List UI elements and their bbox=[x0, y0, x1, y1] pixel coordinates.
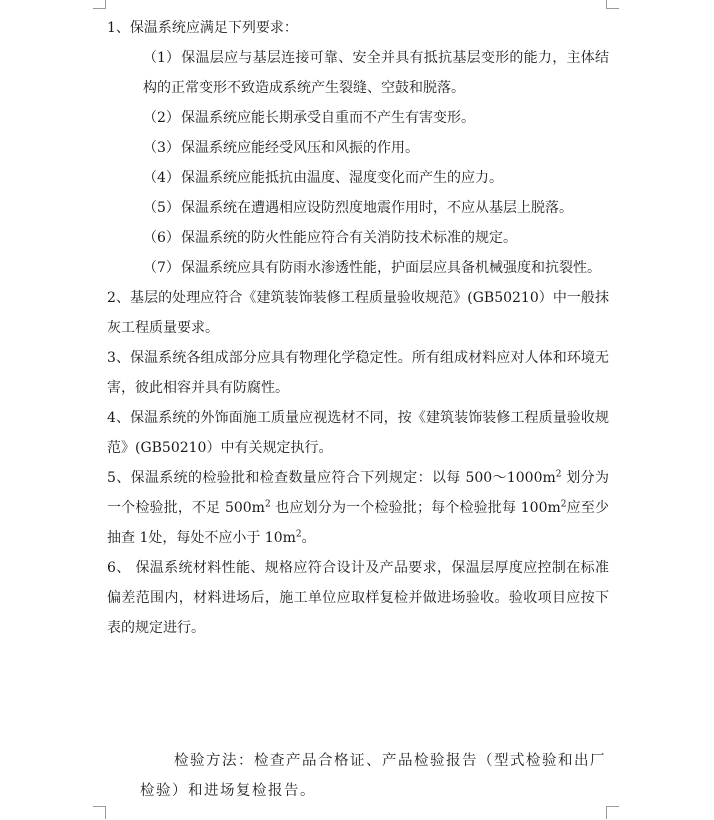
sub-item-4-text: 保温系统应能抵抗由温度、湿度变化而产生的应力。 bbox=[181, 170, 503, 186]
crop-mark-top-right bbox=[606, 0, 619, 9]
item-1: 1、保温系统应满足下列要求： bbox=[107, 20, 298, 36]
sub-item-7 bbox=[107, 253, 609, 283]
item-5-part-b: 划分为一个检验批，不足 500m bbox=[107, 470, 609, 516]
sub-item-5-text: 保温系统在遭遇相应设防烈度地震作用时，不应从基层上脱落。 bbox=[181, 200, 573, 216]
crop-mark-top-left bbox=[93, 0, 106, 9]
inspection-method-note: 检验方法：检查产品合格证、产品检验报告（型式检验和出厂检验）和进场复检报告。 bbox=[140, 752, 606, 799]
sub-item-5 bbox=[107, 193, 609, 223]
sub-item-1 bbox=[107, 43, 609, 103]
item-3: 3、保温系统各组成部分应具有物理化学稳定性。所有组成材料应对人体和环境无害，彼此相容并具有防腐性。 bbox=[107, 350, 609, 396]
item-5-part-c: 也应划分为一个检验批；每个检验批每 100m bbox=[270, 500, 561, 516]
sub-item-6-number: （6） bbox=[143, 230, 180, 246]
item-2: 2、基层的处理应符合《建筑装饰装修工程质量验收规范》(GB50210）中一般抹灰工程质量要求。 bbox=[107, 290, 609, 336]
item-5-part-e: 。 bbox=[301, 530, 316, 546]
item-5-part-a: 5、保温系统的检验批和检查数量应符合下列规定：以每 500～1000m bbox=[107, 470, 556, 486]
sub-item-1-number: （1） bbox=[143, 50, 180, 66]
sub-item-2-number: （2） bbox=[143, 110, 180, 126]
crop-mark-bottom-left bbox=[93, 806, 106, 819]
sub-item-4 bbox=[107, 163, 609, 193]
sub-item-3-number: （3） bbox=[143, 140, 180, 156]
sub-item-6 bbox=[107, 223, 609, 253]
superscript-2: 2 bbox=[295, 529, 302, 540]
sub-item-1-text: 保温层应与基层连接可靠、安全并具有抵抗基层变形的能力，主体结构的正常变形不致造成系统产生裂缝、空鼓和脱落。 bbox=[143, 50, 609, 96]
superscript-2: 2 bbox=[555, 469, 562, 480]
sub-item-3-text: 保温系统应能经受风压和风振的作用。 bbox=[181, 140, 419, 156]
sub-item-2 bbox=[107, 103, 609, 133]
sub-item-6-text: 保温系统的防火性能应符合有关消防技术标准的规定。 bbox=[181, 230, 517, 246]
sub-item-7-text: 保温系统应具有防雨水渗透性能，护面层应具备机械强度和抗裂性。 bbox=[181, 260, 601, 276]
sub-item-2-text: 保温系统应能长期承受自重而不产生有害变形。 bbox=[181, 110, 475, 126]
superscript-2: 2 bbox=[560, 499, 567, 510]
sub-item-3 bbox=[107, 133, 609, 163]
item-6: 6、 保温系统材料性能、规格应符合设计及产品要求，保温层厚度应控制在标准偏差范围内，材料进场后，施工单位应取样复检并做进场验收。验收项目应按下表的规定进行。 bbox=[107, 560, 609, 636]
item-4: 4、保温系统的外饰面施工质量应视选材不同，按《建筑装饰装修工程质量验收规范》(GB50210）中有关规定执行。 bbox=[107, 410, 609, 456]
sub-item-4-number: （4） bbox=[143, 170, 180, 186]
crop-mark-bottom-right bbox=[606, 806, 619, 819]
superscript-2: 2 bbox=[264, 499, 271, 510]
item-5-part-d: 应至少抽查 1处，每处不应小于 10m bbox=[107, 500, 610, 546]
document-body bbox=[107, 13, 609, 643]
sub-item-5-number: （5） bbox=[143, 200, 180, 216]
sub-item-7-number: （7） bbox=[143, 260, 180, 276]
item-5 bbox=[107, 463, 609, 553]
